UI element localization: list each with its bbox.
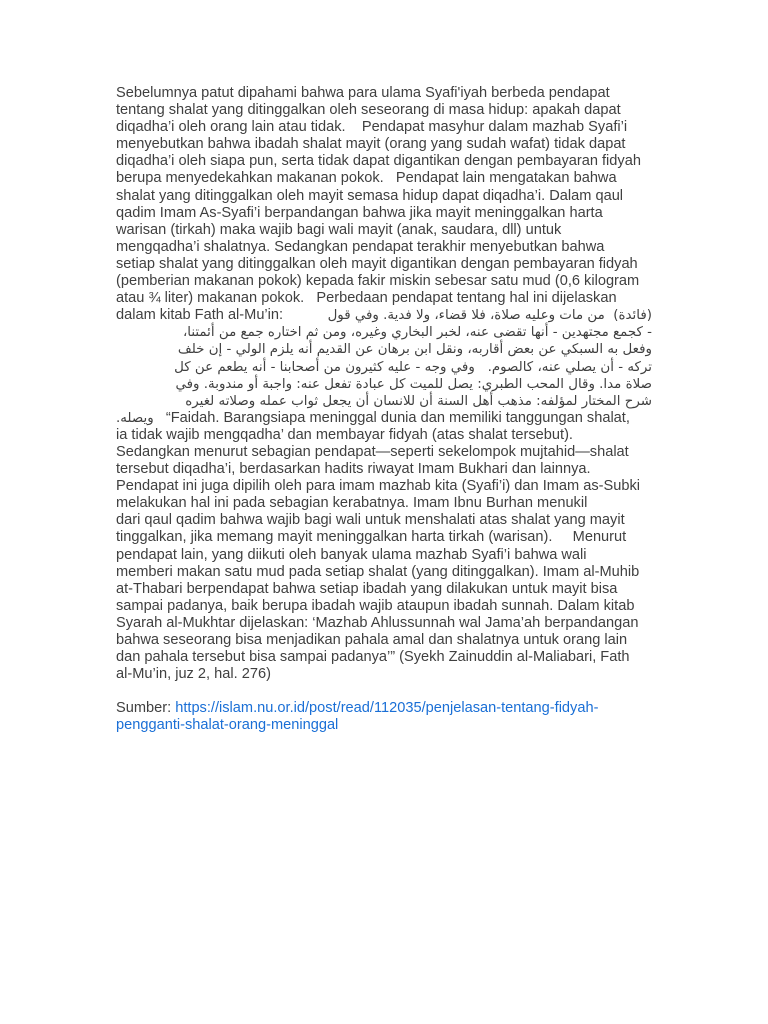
text-line: dan pahala tersebut bisa sampai padanya’” (Syekh Zainuddin al-Maliabari, Fath — [116, 649, 630, 666]
text-line: al-Mu’in, juz 2, hal. 276) — [116, 666, 271, 683]
arabic-text-line: صلاة مدا. وقال المحب الطبري: يصل للميت كل عبادة تفعل عنه: واجبة أو مندوبة. وفي — [175, 376, 652, 392]
text-line-arabic: ويصله. — [116, 410, 154, 426]
text-line: Pendapat ini juga dipilih oleh para imam mazhab kita (Syafi’i) dan Imam as-Subki — [116, 478, 641, 495]
mixed-text-line — [116, 410, 652, 427]
text-line: diqadha’i oleh siapa pun, serta tidak dapat digantikan dengan pembayaran fidyah — [116, 153, 641, 170]
text-line: diqadha’i oleh orang lain atau tidak. Pendapat masyhur dalam mazhab Syafi’i — [116, 119, 628, 136]
text-line: tentang shalat yang ditinggalkan oleh seseorang di masa hidup: apakah dapat — [116, 102, 621, 119]
source-label: Sumber: — [116, 700, 176, 717]
text-line: Syarah al-Mukhtar dijelaskan: ‘Mazhab Ahlussunnah wal Jama’ah berpandangan — [116, 614, 639, 631]
text-line: pendapat lain, yang diikuti oleh banyak ulama mazhab Syafi’i bahwa wali — [116, 546, 587, 563]
text-line-latin: “Faidah. Barangsiapa meninggal dunia dan memiliki tanggungan shalat, — [153, 409, 630, 426]
text-line: at-Thabari berpendapat bahwa setiap ibadah yang dilakukan untuk mayit bisa — [116, 580, 618, 597]
text-line: Sedangkan menurut sebagian pendapat—seperti sekelompok mujtahid—shalat — [116, 443, 629, 460]
arabic-text-line: تركه - أن يصلي عنه، كالصوم. وفي وجه - عليه كثيرون من أصحابنا - أنه يطعم عن كل — [174, 359, 652, 375]
source-line — [116, 700, 652, 717]
source-link-continued[interactable]: pengganti-shalat-orang-meninggal — [116, 717, 339, 734]
text-line: memberi makan satu mud pada setiap shalat (yang ditinggalkan). Imam al-Muhib — [116, 563, 640, 580]
text-line: dari qaul qadim bahwa wajib bagi wali untuk menshalati atas shalat yang mayit — [116, 512, 625, 529]
mixed-text-line — [116, 307, 652, 324]
text-line: bahwa seseorang bisa menjadikan pahala amal dan shalatnya untuk orang lain — [116, 632, 628, 648]
article-body — [116, 85, 652, 734]
text-line: melakukan hal ini pada sebagian kerabatnya. Imam Ibnu Burhan menukil — [116, 495, 588, 512]
source-citation — [116, 700, 652, 734]
text-line: tinggalkan, jika memang mayit meninggalkan harta tirkah (warisan). Menurut — [116, 529, 627, 546]
arabic-text-line: وفعل به السبكي عن بعض أقاربه، ونقل ابن برهان عن القديم أنه يلزم الولي - إن خلف — [177, 342, 652, 358]
text-line-arabic: (فائدة) من مات وعليه صلاة، فلا قضاء، ولا فدية. وفي قول — [327, 308, 652, 324]
text-line: warisan (tirkah) maka wajib bagi wali mayit (anak, saudara, dll) untuk — [116, 221, 562, 238]
source-link[interactable]: https://islam.nu.or.id/post/read/112035/penjelasan-tentang-fidyah- — [175, 700, 599, 717]
text-line-latin: dalam kitab Fath al-Mu’in: — [116, 307, 284, 324]
text-line: qadim Imam As-Syafi’i berpandangan bahwa jika mayit meninggalkan harta — [116, 204, 603, 221]
text-line: tersebut diqadha’i, berdasarkan hadits riwayat Imam Bukhari dan lainnya. — [116, 461, 591, 478]
source-line — [116, 717, 652, 734]
text-line: atau ¾ liter) makanan pokok. Perbedaan pendapat tentang hal ini dijelaskan — [116, 290, 617, 307]
text-line: menyebutkan bahwa ibadah shalat mayit (orang yang sudah wafat) tidak dapat — [116, 136, 626, 153]
arabic-text-line: شرح المختار لمؤلفه: مذهب أهل السنة أن للانسان أن يجعل ثواب عمله وصلاته لغيره — [185, 393, 652, 409]
text-line: sampai padanya, baik berupa ibadah wajib ataupun ibadah sunnah. Dalam kitab — [116, 597, 635, 614]
text-line: ia tidak wajib mengqadha’ dan membayar fidyah (atas shalat tersebut). — [116, 426, 573, 443]
arabic-text-line: - كجمع مجتهدين - أنها تقضى عنه، لخبر البخاري وغيره، ومن ثم اختاره جمع من أئمتنا، — [182, 325, 652, 341]
text-line: berupa menyedekahkan makanan pokok. Pendapat lain mengatakan bahwa — [116, 170, 617, 187]
text-line: mengqadha’i shalatnya. Sedangkan pendapat terakhir menyebutkan bahwa — [116, 238, 605, 255]
text-line: shalat yang ditinggalkan oleh mayit semasa hidup dapat diqadha’i. Dalam qaul — [116, 187, 624, 204]
text-line: Sebelumnya patut dipahami bahwa para ulama Syafi'iyah berbeda pendapat — [116, 85, 610, 101]
text-line: (pemberian makanan pokok) kepada fakir miskin sebesar satu mud (0,6 kilogram — [116, 273, 640, 290]
text-line: setiap shalat yang ditinggalkan oleh mayit digantikan dengan pembayaran fidyah — [116, 255, 638, 272]
